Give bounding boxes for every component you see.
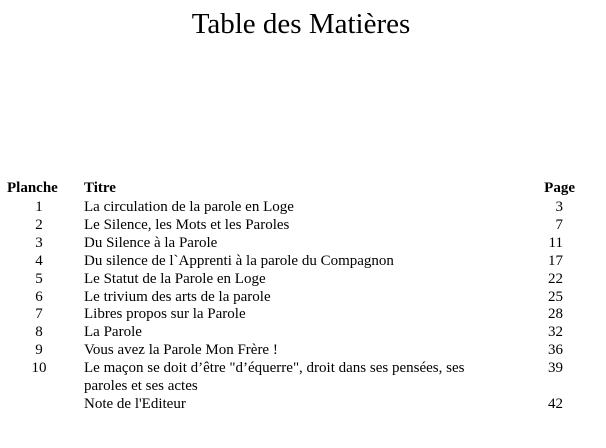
table-row	[5, 396, 575, 414]
entry-number: 2	[35, 216, 43, 233]
entry-title: La circulation de la parole en Loge	[84, 199, 294, 215]
table-row	[5, 289, 575, 307]
entry-page: 32	[548, 324, 563, 341]
entry-page: 7	[555, 216, 563, 233]
entry-page: 3	[555, 199, 563, 215]
entry-number: 8	[35, 324, 43, 341]
entry-title: Du Silence à la Parole	[84, 234, 218, 251]
entry-page: 28	[548, 306, 563, 323]
table-row	[5, 199, 575, 217]
entry-number: 5	[35, 270, 43, 287]
page-title: Table des Matières	[191, 8, 411, 40]
entry-title: Vous avez la Parole Mon Frère !	[84, 342, 278, 359]
entry-number: 10	[31, 360, 47, 377]
entry-number: 9	[35, 342, 43, 359]
table-row	[5, 324, 575, 342]
entry-title: La Parole	[84, 324, 142, 341]
column-header-title: Titre	[84, 180, 116, 196]
table-row	[5, 271, 575, 289]
entry-page: 25	[548, 288, 563, 305]
entry-number	[5, 396, 69, 414]
entry-page: 11	[548, 234, 563, 251]
entry-title: Libres propos sur la Parole	[84, 306, 246, 323]
entry-page: 42	[548, 395, 563, 412]
table-row	[5, 217, 575, 235]
entry-title: Le maçon se doit d’être "d’équerre", droit dans ses pensées, ses paroles et ses actes	[84, 360, 465, 395]
entry-title: Le trivium des arts de la parole	[84, 288, 271, 305]
table-of-contents	[5, 179, 575, 414]
entry-number: 1	[35, 199, 43, 215]
table-row	[5, 235, 575, 253]
table-row	[5, 342, 575, 360]
entry-number: 6	[35, 288, 43, 305]
table-row	[5, 306, 575, 324]
column-header-number: Planche	[7, 180, 58, 196]
entry-number: 7	[35, 306, 43, 323]
entry-page: 36	[548, 342, 563, 359]
table-row	[5, 360, 575, 396]
table-row	[5, 253, 575, 271]
entry-page: 17	[548, 252, 563, 269]
entry-title: Du silence de l`Apprenti à la parole du Compagnon	[84, 252, 394, 269]
column-header-page: Page	[544, 180, 575, 196]
entry-title: Le Silence, les Mots et les Paroles	[84, 216, 290, 233]
entry-page: 22	[548, 270, 563, 287]
entry-number: 3	[35, 234, 43, 251]
entry-title: Le Statut de la Parole en Loge	[84, 270, 266, 287]
table-header-row	[5, 179, 575, 199]
entry-title: Note de l'Editeur	[84, 395, 186, 412]
entry-page: 39	[548, 360, 563, 377]
entry-number: 4	[35, 252, 43, 269]
